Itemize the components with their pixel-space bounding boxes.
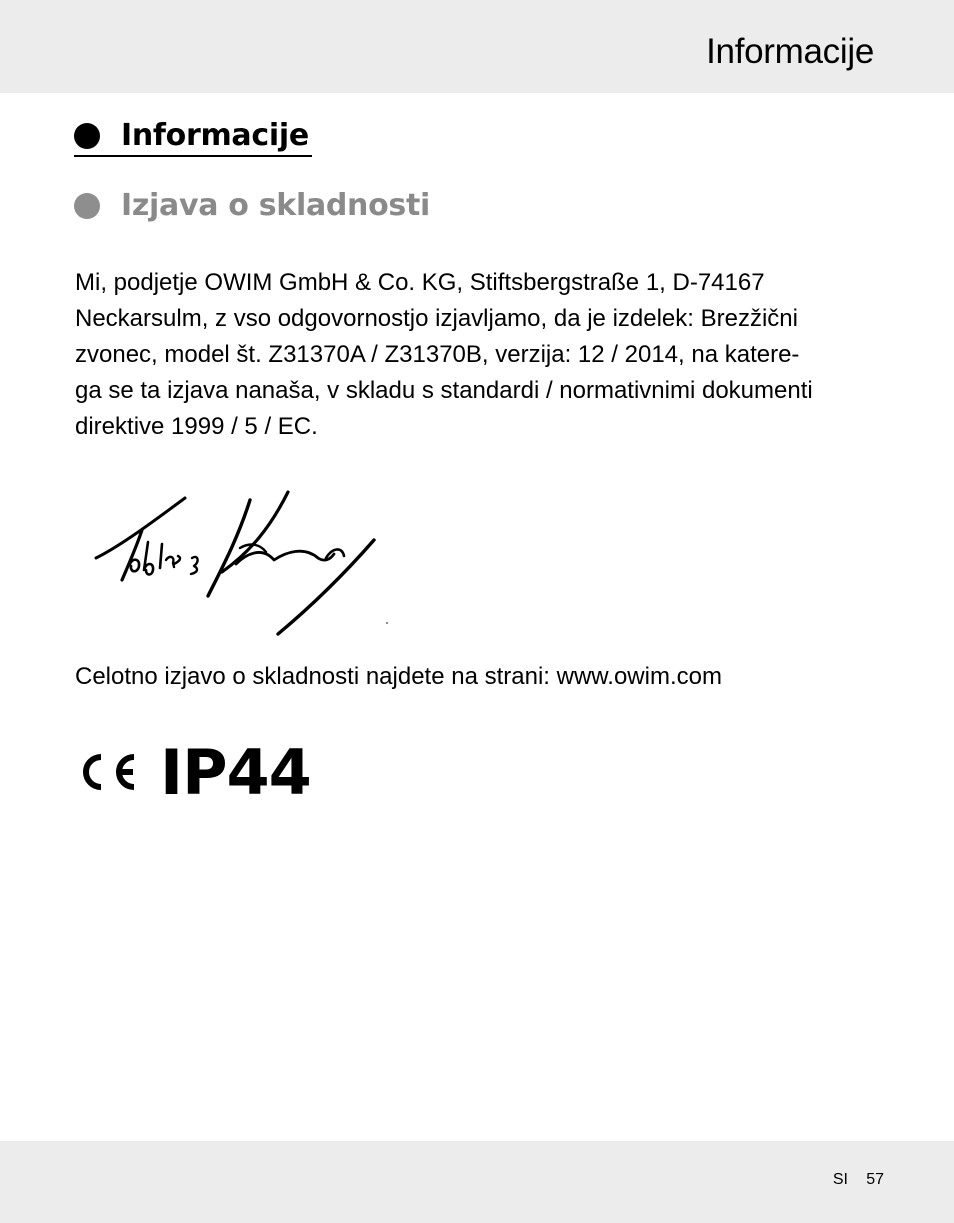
ce-mark-icon bbox=[74, 750, 140, 794]
heading-underline bbox=[74, 155, 312, 157]
declaration-line: Neckarsulm, z vso odgovornostjo izjavljamo, da je izdelek: Brezžični bbox=[75, 305, 798, 332]
declaration-line: zvonec, model št. Z31370A / Z31370B, verzija: 12 / 2014, na katere- bbox=[75, 341, 800, 368]
declaration-line: ga se ta izjava nanaša, v skladu s standardi / normativnimi dokumenti bbox=[75, 377, 813, 404]
bullet-icon bbox=[74, 193, 100, 219]
page-title: Informacije bbox=[706, 32, 874, 71]
declaration-line: direktive 1999 / 5 / EC. bbox=[75, 413, 318, 440]
footer-band bbox=[0, 1141, 954, 1223]
declaration-line: Mi, podjetje OWIM GmbH & Co. KG, Stiftsbergstraße 1, D-74167 bbox=[75, 269, 765, 296]
declaration-paragraph bbox=[75, 265, 875, 445]
heading-declaration-text: Izjava o skladnosti bbox=[121, 188, 431, 223]
website-note: Celotno izjavo o skladnosti najdete na strani: www.owim.com bbox=[75, 663, 722, 690]
signature-image bbox=[90, 488, 400, 638]
heading-informacije-text: Informacije bbox=[121, 118, 309, 153]
bullet-icon bbox=[74, 123, 100, 149]
page-number: 57 bbox=[866, 1171, 884, 1188]
footer-language: SI bbox=[832, 1171, 848, 1188]
section-heading-informacije bbox=[74, 116, 309, 156]
ip-rating-mark: IP44 bbox=[160, 736, 311, 809]
section-heading-declaration bbox=[74, 186, 430, 226]
